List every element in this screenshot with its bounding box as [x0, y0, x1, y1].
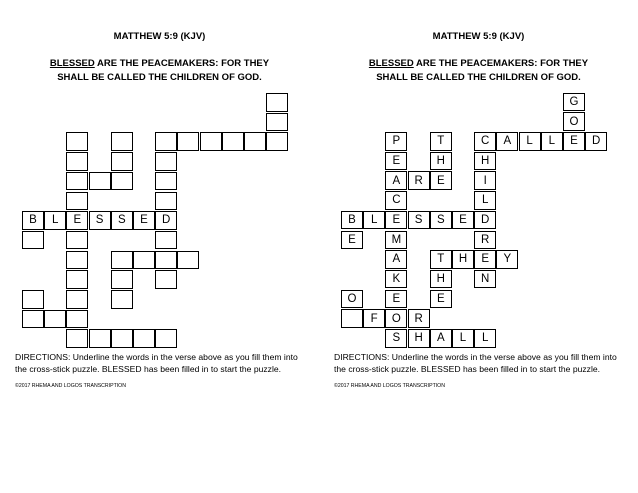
crossword-cell[interactable]	[133, 329, 155, 348]
crossword-cell[interactable]: S	[89, 211, 111, 230]
crossword-cell[interactable]: B	[341, 211, 363, 230]
copyright-notice: ©2017 RHEMA AND LOGOS TRANSCRIPTION	[15, 383, 126, 389]
directions-line1: DIRECTIONS: Underline the words in the verse above as you fill them into	[15, 352, 298, 362]
crossword-cell[interactable]	[66, 132, 88, 151]
crossword-cell[interactable]	[266, 113, 288, 132]
crossword-cell[interactable]: C	[385, 191, 407, 210]
verse-first-word: BLESSED	[49, 58, 95, 69]
crossword-cell[interactable]: P	[385, 132, 407, 151]
crossword-cell[interactable]: S	[408, 211, 430, 230]
crossword-cell[interactable]: E	[452, 211, 474, 230]
copyright-notice: ©2017 RHEMA AND LOGOS TRANSCRIPTION	[334, 383, 445, 389]
crossword-cell[interactable]: T	[430, 132, 452, 151]
crossword-cell[interactable]: A	[496, 132, 518, 151]
crossword-cell[interactable]	[66, 231, 88, 250]
crossword-cell[interactable]	[66, 270, 88, 289]
crossword-cell[interactable]	[177, 132, 199, 151]
crossword-grid-blank	[0, 0, 319, 340]
crossword-cell[interactable]: E	[430, 290, 452, 309]
crossword-cell[interactable]	[44, 310, 66, 329]
crossword-cell[interactable]: H	[430, 152, 452, 171]
crossword-cell[interactable]: L	[474, 191, 496, 210]
directions-text	[334, 351, 634, 375]
crossword-cell[interactable]	[66, 251, 88, 270]
crossword-cell[interactable]	[177, 251, 199, 270]
crossword-cell[interactable]	[111, 172, 133, 191]
worksheet-title: MATTHEW 5:9 (KJV)	[432, 31, 525, 42]
crossword-grid-solved	[319, 0, 638, 345]
crossword-cell[interactable]	[155, 192, 177, 211]
crossword-cell[interactable]: T	[430, 250, 452, 269]
crossword-cell[interactable]	[66, 152, 88, 171]
crossword-cell[interactable]	[111, 329, 133, 348]
verse-first-word: BLESSED	[368, 58, 414, 69]
crossword-cell[interactable]	[155, 172, 177, 191]
crossword-cell[interactable]: E	[563, 132, 585, 151]
crossword-cell[interactable]: S	[111, 211, 133, 230]
crossword-cell[interactable]	[66, 172, 88, 191]
crossword-cell[interactable]	[155, 251, 177, 270]
crossword-cell[interactable]: A	[385, 171, 407, 190]
crossword-cell[interactable]: L	[44, 211, 66, 230]
crossword-cell[interactable]	[155, 270, 177, 289]
crossword-cell[interactable]: L	[363, 211, 385, 230]
crossword-cell[interactable]: D	[474, 211, 496, 230]
crossword-cell[interactable]: K	[385, 270, 407, 289]
crossword-cell[interactable]	[133, 251, 155, 270]
crossword-cell[interactable]: O	[385, 309, 407, 328]
crossword-cell[interactable]	[111, 152, 133, 171]
crossword-cell[interactable]	[111, 270, 133, 289]
crossword-cell[interactable]	[155, 132, 177, 151]
crossword-cell[interactable]: S	[385, 329, 407, 348]
crossword-cell[interactable]	[66, 329, 88, 348]
crossword-cell[interactable]: E	[341, 231, 363, 250]
crossword-cell[interactable]	[66, 310, 88, 329]
crossword-cell[interactable]	[111, 132, 133, 151]
worksheet-right	[319, 0, 638, 493]
crossword-cell[interactable]: L	[519, 132, 541, 151]
crossword-cell[interactable]: H	[452, 250, 474, 269]
crossword-cell[interactable]: H	[430, 270, 452, 289]
crossword-cell[interactable]	[66, 290, 88, 309]
crossword-cell[interactable]: L	[474, 329, 496, 348]
crossword-cell[interactable]	[155, 329, 177, 348]
crossword-cell[interactable]: D	[155, 211, 177, 230]
directions-line2: the cross-stick puzzle. BLESSED has been filled in to start the puzzle.	[15, 364, 282, 374]
verse-line2: SHALL BE CALLED THE CHILDREN OF GOD.	[57, 72, 262, 83]
directions-text	[15, 351, 315, 375]
crossword-cell[interactable]	[22, 290, 44, 309]
crossword-cell[interactable]	[155, 152, 177, 171]
crossword-cell[interactable]: E	[385, 152, 407, 171]
crossword-cell[interactable]: E	[385, 211, 407, 230]
crossword-cell[interactable]: L	[452, 329, 474, 348]
crossword-cell[interactable]: R	[474, 231, 496, 250]
crossword-cell[interactable]: R	[408, 309, 430, 328]
crossword-cell[interactable]: E	[430, 171, 452, 190]
crossword-cell[interactable]	[266, 93, 288, 112]
verse-line2: SHALL BE CALLED THE CHILDREN OF GOD.	[376, 72, 581, 83]
crossword-cell[interactable]: E	[133, 211, 155, 230]
crossword-cell[interactable]	[155, 231, 177, 250]
crossword-cell[interactable]	[111, 290, 133, 309]
crossword-cell[interactable]: M	[385, 231, 407, 250]
crossword-cell[interactable]: R	[408, 171, 430, 190]
crossword-cell[interactable]: I	[474, 171, 496, 190]
crossword-cell[interactable]	[244, 132, 266, 151]
crossword-cell[interactable]	[89, 172, 111, 191]
crossword-cell[interactable]: C	[474, 132, 496, 151]
crossword-cell[interactable]: O	[563, 112, 585, 131]
crossword-cell[interactable]: A	[430, 329, 452, 348]
crossword-cell[interactable]	[111, 251, 133, 270]
crossword-cell[interactable]: Y	[496, 250, 518, 269]
crossword-cell[interactable]: F	[363, 309, 385, 328]
directions-line1: DIRECTIONS: Underline the words in the verse above as you fill them into	[334, 352, 617, 362]
crossword-cell[interactable]: N	[474, 270, 496, 289]
crossword-cell[interactable]: E	[474, 250, 496, 269]
crossword-cell[interactable]	[266, 132, 288, 151]
crossword-cell[interactable]	[22, 310, 44, 329]
crossword-cell[interactable]	[66, 192, 88, 211]
crossword-cell[interactable]	[200, 132, 222, 151]
crossword-cell[interactable]: B	[22, 211, 44, 230]
crossword-cell[interactable]	[22, 231, 44, 250]
crossword-cell[interactable]	[89, 329, 111, 348]
crossword-cell[interactable]: A	[385, 250, 407, 269]
crossword-cell[interactable]: S	[430, 211, 452, 230]
verse-line1: ARE THE PEACEMAKERS: FOR THEY	[94, 58, 270, 69]
verse-line1: ARE THE PEACEMAKERS: FOR THEY	[413, 58, 589, 69]
crossword-cell[interactable]	[222, 132, 244, 151]
crossword-cell[interactable]	[341, 309, 363, 328]
crossword-cell[interactable]: G	[563, 93, 585, 112]
crossword-cell[interactable]: H	[474, 152, 496, 171]
crossword-cell[interactable]: E	[66, 211, 88, 230]
directions-line2: the cross-stick puzzle. BLESSED has been filled in to start the puzzle.	[334, 364, 601, 374]
crossword-cell[interactable]: H	[408, 329, 430, 348]
worksheet-title: MATTHEW 5:9 (KJV)	[113, 31, 206, 42]
crossword-cell[interactable]: L	[541, 132, 563, 151]
crossword-cell[interactable]: O	[341, 290, 363, 309]
crossword-cell[interactable]: D	[585, 132, 607, 151]
crossword-cell[interactable]: E	[385, 290, 407, 309]
